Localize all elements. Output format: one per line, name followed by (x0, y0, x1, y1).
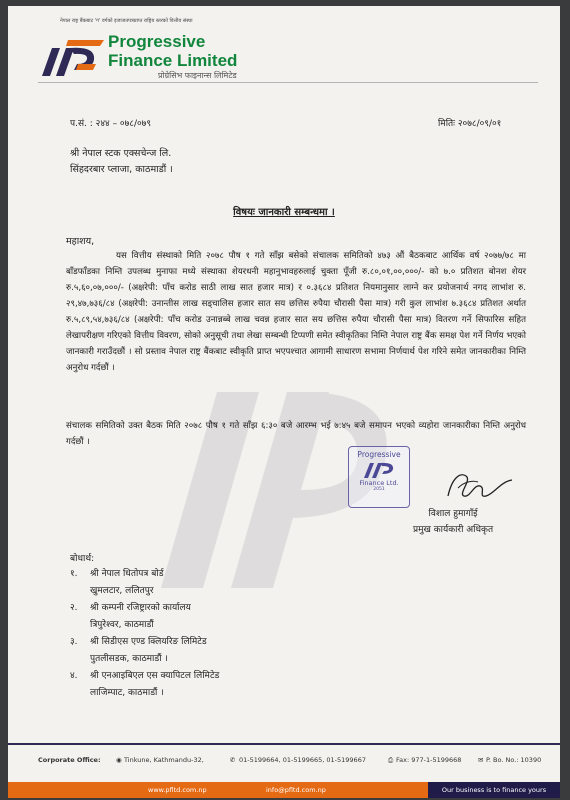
letter-subject: विषयः जानकारी सम्बन्धमा । (233, 207, 335, 218)
list-item-number: ४. (70, 671, 78, 681)
footer-phones: 01-5199664, 01-5199665, 01-5199667 (239, 756, 366, 764)
list-item-name: श्री कम्पनी रजिष्ट्रारको कार्यालय (90, 603, 191, 613)
list-item-name: श्री एनआइबिएल एस क्यापिटल लिमिटेड (90, 671, 220, 681)
list-item-address: लाजिम्पाट, काठमाडौं । (90, 688, 164, 698)
header-tagline: नेपाल राष्ट्र बैंकबाट 'ग' वर्गको इजाजतपत्रप्राप्त राष्ट्रिय स्तरको वित्तीय संस्था (60, 18, 193, 24)
cc-heading: बोधार्थ: (70, 554, 95, 564)
footer-email[interactable]: info@pfltd.com.np (266, 786, 326, 794)
footer-website[interactable]: www.pfltd.com.np (148, 786, 207, 794)
body-paragraph-2: संचालक समितिको उक्त बैठक मिति २०७८ पौष १ गते साँझ ६:३० बजे आरम्भ भई ७:४५ बजे समापन भएको व्यहोरा जानकारीका निम्ति अनुरोध गर्दछौं । (66, 421, 526, 447)
footer-office-address: Tinkune, Kathmandu-32, (124, 756, 204, 764)
header-divider (38, 82, 538, 83)
footer-tagline: Our business is to finance yours (428, 782, 560, 798)
company-stamp (348, 446, 410, 508)
mailbox-icon: ✉ (478, 756, 484, 764)
stamp-year: 2051 (373, 487, 385, 492)
list-item (70, 634, 219, 651)
brand-name (108, 32, 237, 70)
company-logo-icon (38, 36, 108, 80)
brand-line-2: Finance Limited (108, 51, 238, 70)
list-item-name: श्री नेपाल धितोपत्र बोर्ड (90, 569, 164, 579)
signatory (413, 506, 493, 538)
list-item-number: १. (70, 569, 78, 579)
list-item (70, 600, 219, 617)
signatory-title: प्रमुख कार्यकारी अधिकृत (413, 525, 494, 535)
cc-list (70, 566, 219, 702)
list-item-address: पुतलीसडक, काठमाडौं । (90, 654, 168, 664)
reference-number: प.सं. : २४४ – ०७८/०७९ (70, 119, 152, 129)
recipient-line-2: सिंहदरबार प्लाजा, काठमाडौं । (70, 164, 173, 175)
letter-page (8, 6, 560, 798)
list-item-name: श्री सिडीएस एण्ड क्लियरिङ लिमिटेड (90, 637, 207, 647)
recipient-address (70, 146, 173, 178)
stamp-line-2: Finance Ltd. (359, 479, 399, 487)
stamp-logo-icon (362, 459, 396, 479)
list-item-number: ३. (70, 637, 78, 647)
body-paragraph-1: यस वित्तीय संस्थाको मिति २०७८ पौष १ गते साँझ बसेको संचालक समितिको ४७३ औं बैठकबाट आर्थिक वर्ष २०७७/७८ मा बाँडफाँडका निम्ति उपलब्ध मुनाफा मध्ये संस्थाका शेयरधनी महानुभावहरुलाई चुक्ता पूँजी रु.८०,०१,००,०००/- को ७.० प्रतिशत बोनश शेयर रु.५,६०,०७,०००/- (अक्षरेपी: पाँच करोड साठी लाख सात हजार मात्र) र ०.३६८४ प्रतिशत नियमानुसार लाग्ने कर प्रयोजनार्थ नगद लाभांश रु. २९,४७,७३६/८४ (अक्षरेपी: उनान्तीस लाख सड्चालिस हजार सात सय छत्तिस रुपैया चौरासी पैसा मात्र) गरी कुल लाभांश ७.३६८४ प्रतिशत अर्थात रु.५,८९,५४,७३६/८४ (अक्षरेपी: पाँच करोड उनान्नब्बे लाख चवन्न हजार सात सय छत्तिस रुपैया चौरासी पैसा मात्र) वितरण गर्ने सिफारिस सहित लेखापरीक्षण गरिएको वित्तीय विवरण, सोको अनुसूची तथा लेखा सम्बन्धी टिप्पणी समेत स्वीकृतिका निम्ति नेपाल राष्ट्र बैंक समक्ष पेश गर्ने निर्णय भएको जानकारी गराउँदछौं । सो प्रस्ताव नेपाल राष्ट्र बैंकबाट स्वीकृति प्राप्त भएपश्चात आगामी साधारण सभामा निर्णयार्थ पेश गरिने समेत जानकारीका निम्ति अनुरोध गर्दछौं । (66, 251, 526, 373)
signatory-name: विशाल हुमागाँई (428, 509, 478, 519)
brand-name-nepali: प्रोग्रेसिभ फाइनान्स लिमिटेड (158, 71, 237, 80)
location-icon: ◉ (116, 756, 122, 764)
footer-fax: Fax: 977-1-5199668 (396, 756, 462, 764)
letter-date: मितिः २०७८/०९/०१ (438, 119, 502, 129)
footer-office-label: Corporate Office: (38, 756, 101, 764)
footer-divider (8, 743, 560, 745)
list-item (70, 668, 219, 685)
list-item-address: खुमलटार, ललितपुर (90, 586, 154, 596)
footer-bar (8, 782, 560, 798)
list-item-address: त्रिपुरेश्वर, काठमाडौं (90, 620, 154, 630)
salutation: महाशय, (66, 236, 95, 247)
list-item (70, 566, 219, 583)
signature-icon (438, 468, 528, 502)
fax-icon: ⎙ (388, 756, 394, 764)
stamp-line-1: Progressive (357, 450, 401, 459)
footer-pobox: P. Bo. No.: 10390 (486, 756, 542, 764)
recipient-line-1: श्री नेपाल स्टक एक्सचेन्ज लि. (70, 148, 172, 159)
phone-icon: ✆ (230, 756, 236, 764)
brand-line-1: Progressive (108, 32, 206, 51)
list-item-number: २. (70, 603, 78, 613)
